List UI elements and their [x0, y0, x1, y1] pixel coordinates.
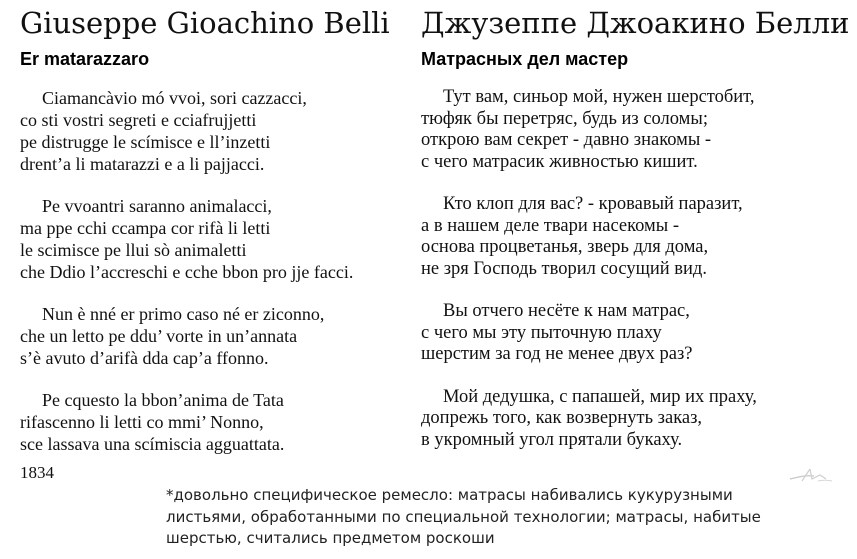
- italian-stanza-2: [20, 195, 353, 283]
- poem-line: Кто клоп для вас? - кровавый паразит,: [443, 194, 743, 214]
- poem-line: pe distrugge le scímisce e ll’inzetti: [20, 132, 271, 152]
- poem-line: с чего матрасик живностью кишит.: [421, 151, 698, 172]
- poem-line: в укромный угол прятали букаху.: [421, 429, 683, 450]
- poem-line: che un letto pe ddu’ vorte in un’annata: [20, 326, 298, 346]
- russian-stanza-3: [421, 301, 757, 366]
- russian-poem-title: Матрасных дел мастер: [421, 49, 629, 69]
- poem-line: шерстим за год не менее двух раз?: [421, 344, 693, 364]
- poem-line: Вы отчего несёте к нам матрас,: [443, 301, 690, 321]
- poem-line: Ciamancàvio mó vvoi, sori cazzacci,: [42, 88, 307, 108]
- footnote: [166, 485, 806, 550]
- poem-line: не зря Господь творил сосущий вид.: [421, 258, 707, 279]
- footnote-line: листьями, обработанными по специальной технологии; матрасы, набитые: [166, 507, 761, 526]
- russian-stanza-2: [421, 194, 757, 280]
- poem-line: открою вам секрет - давно знакомы -: [421, 130, 712, 150]
- poem-year: 1834: [20, 463, 54, 482]
- poem-line: Nun è nné er primo caso né er ziconno,: [42, 304, 325, 324]
- italian-poem-title: Er matarazzaro: [20, 49, 150, 69]
- poem-line: тюфяк бы перетряс, будь из соломы;: [421, 108, 708, 129]
- russian-stanza-4: [421, 387, 757, 452]
- poem-line: le scimisce pe llui sò animaletti: [20, 240, 247, 260]
- poem-line: rifascenno li letti co mmi’ Nonno,: [20, 412, 264, 432]
- italian-author: Giuseppe Gioachino Belli: [20, 6, 390, 40]
- footnote-line: *довольно специфическое ремесло: матрасы набивались кукурузными: [166, 486, 733, 504]
- poem-line: Pe vvoantri saranno animalacci,: [42, 196, 272, 216]
- poem-line: Тут вам, синьор мой, нужен шерстобит,: [443, 87, 755, 107]
- russian-stanza-1: [421, 87, 757, 173]
- poem-line: sce lassava una scímiscia agguattata.: [20, 434, 285, 454]
- poem-line: ma ppe cchi ccampa cor rifà li letti: [20, 218, 271, 238]
- poem-line: с чего мы эту пыточную плаху: [421, 322, 662, 343]
- italian-stanza-4: [20, 389, 353, 455]
- footnote-line: шерстью, считались предметом роскоши: [166, 529, 495, 547]
- poem-line: drent’a li matarazzi e a li pajjacci.: [20, 154, 265, 174]
- poem-line: Мой дедушка, с папашей, мир их праху,: [443, 386, 757, 407]
- poem-line: s’è avuto d’arifà dda cap’a ffonno.: [20, 348, 269, 368]
- poem-line: а в нашем деле твари насекомы -: [421, 215, 679, 236]
- poem-line: основа процветанья, зверь для дома,: [421, 237, 709, 257]
- poem-line: che Ddio l’accreschi e cche bbon pro jje facci.: [20, 262, 354, 282]
- italian-poem: [20, 87, 353, 455]
- poem-line: co sti vostri segreti e cciafrujjetti: [20, 110, 257, 130]
- poem-line: Pe cquesto la bbon’anima de Tata: [42, 390, 284, 410]
- italian-stanza-3: [20, 303, 353, 369]
- signature-mark: [788, 465, 834, 485]
- poem-line: допрежь того, как возвернуть заказ,: [421, 408, 703, 428]
- russian-author: Джузеппе Джоакино Белли: [421, 6, 850, 40]
- russian-poem: [421, 87, 757, 451]
- italian-stanza-1: [20, 87, 353, 175]
